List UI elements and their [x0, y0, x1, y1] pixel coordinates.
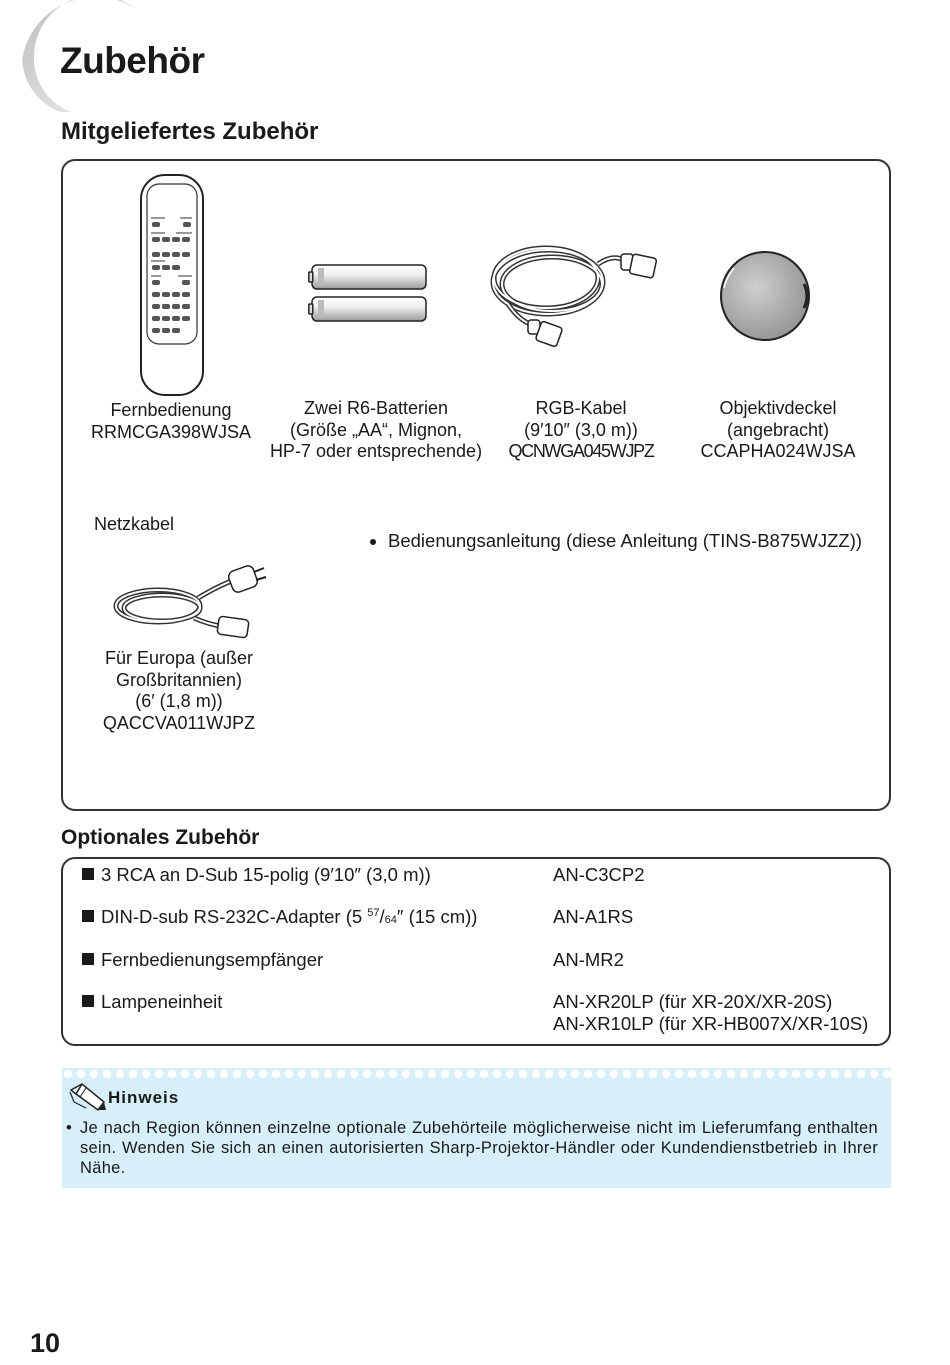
scallop-dot: [584, 1070, 592, 1078]
fraction-separator: /: [379, 906, 385, 927]
lens-cap-name: Objektivdeckel: [719, 398, 837, 418]
scallop-dot: [389, 1070, 397, 1078]
fraction-denominator: 64: [384, 914, 397, 926]
batteries-caption: [260, 398, 492, 463]
optional-item-name: DIN-D-sub RS-232C-Adapter (5: [101, 906, 368, 927]
scallop-dot: [428, 1070, 436, 1078]
scallop-border: [62, 1068, 891, 1082]
square-bullet-icon: [82, 910, 94, 922]
fraction-numerator: 57: [367, 906, 380, 919]
scallop-dot: [402, 1070, 410, 1078]
scallop-dot: [519, 1070, 527, 1078]
scallop-dot: [350, 1070, 358, 1078]
scallop-dot: [805, 1070, 813, 1078]
note-text: [66, 1118, 878, 1178]
optional-item: [82, 864, 431, 886]
scallop-dot: [558, 1070, 566, 1078]
lens-cap-caption: [690, 398, 866, 463]
rgb-cable-length: (9′10″ (3,0 m)): [524, 419, 638, 440]
batteries-name: Zwei R6-Batterien: [303, 398, 449, 418]
scallop-dot: [129, 1070, 137, 1078]
scallop-dot: [675, 1070, 683, 1078]
scallop-dot: [480, 1070, 488, 1078]
scallop-dot: [532, 1070, 540, 1078]
scallop-dot: [636, 1070, 644, 1078]
optional-item-code: AN-A1RS: [553, 906, 634, 927]
lens-cap-code: CCAPHA024WJSA: [700, 441, 856, 461]
manual-text: Bedienungsanleitung (diese Anleitung (TINS-B875WJZZ)): [388, 530, 863, 551]
power-cord-label: Netzkabel: [94, 514, 175, 534]
note-heading: Hinweis: [108, 1088, 180, 1107]
remote-code: RRMCGA398WJSA: [90, 421, 252, 442]
scallop-dot: [857, 1070, 865, 1078]
manual-item: [370, 530, 862, 552]
rgb-cable-name: RGB-Kabel: [535, 398, 627, 418]
optional-item-code: [553, 991, 868, 1034]
scallop-dot: [168, 1070, 176, 1078]
scallop-dot: [545, 1070, 553, 1078]
scallop-dot: [415, 1070, 423, 1078]
bullet-dot: [370, 539, 376, 545]
scallop-dot: [207, 1070, 215, 1078]
scallop-dot: [688, 1070, 696, 1078]
scallop-dot: [493, 1070, 501, 1078]
scallop-dot: [818, 1070, 826, 1078]
power-cord-caption: [94, 648, 264, 734]
scallop-dot: [155, 1070, 163, 1078]
scallop-dot: [454, 1070, 462, 1078]
scallop-dot: [662, 1070, 670, 1078]
scallop-dot: [441, 1070, 449, 1078]
power-cord-region: Für Europa (außer: [104, 648, 254, 668]
power-cord-code: QACCVA011WJPZ: [102, 712, 256, 733]
scallop-dot: [506, 1070, 514, 1078]
scallop-dot: [597, 1070, 605, 1078]
optional-item-name: 3 RCA an D-Sub 15-polig (9′10″ (3,0 m)): [101, 864, 431, 885]
scallop-dot: [103, 1070, 111, 1078]
note-body: Je nach Region können einzelne optionale Zubehörteile möglicherweise nicht im Lieferumfang enthalten sein. Wenden Sie sich an einen autorisierten Sharp-Projektor-Händler oder Kundendienstbetrieb in Ihrer Nähe.: [80, 1119, 878, 1177]
power-cord-region-2: Großbritannien): [115, 669, 243, 690]
optional-item-code-line: AN-XR10LP (für XR-HB007X/XR-10S): [553, 1012, 869, 1034]
optional-item: [82, 949, 323, 971]
page-number: 10: [30, 1328, 61, 1358]
scallop-dot: [714, 1070, 722, 1078]
scallop-dot: [740, 1070, 748, 1078]
scallop-dot: [194, 1070, 202, 1078]
square-bullet-icon: [82, 868, 94, 880]
scallop-dot: [116, 1070, 124, 1078]
scallop-dot: [766, 1070, 774, 1078]
scallop-dot: [272, 1070, 280, 1078]
optional-item-name: Fernbedienungsempfänger: [101, 949, 324, 970]
scallop-dot: [285, 1070, 293, 1078]
scallop-dot: [324, 1070, 332, 1078]
scallop-dot: [337, 1070, 345, 1078]
page-title: Zubehör: [60, 40, 205, 81]
rgb-cable-code: QCNWGA045WJPZ: [508, 441, 654, 461]
scallop-dot: [311, 1070, 319, 1078]
square-bullet-icon: [82, 995, 94, 1007]
scallop-dot: [246, 1070, 254, 1078]
optional-item-name: Lampeneinheit: [101, 991, 223, 1012]
scallop-dot: [220, 1070, 228, 1078]
optional-accessories-heading: Optionales Zubehör: [61, 826, 260, 849]
scallop-dot: [883, 1070, 891, 1078]
rgb-cable-icon: [488, 234, 663, 350]
supplied-accessories-heading: Mitgeliefertes Zubehör: [61, 118, 319, 145]
optional-item-code-line: AN-XR20LP (für XR-20X/XR-20S): [553, 991, 833, 1012]
scallop-dot: [363, 1070, 371, 1078]
scallop-dot: [298, 1070, 306, 1078]
scallop-dot: [467, 1070, 475, 1078]
scallop-dot: [623, 1070, 631, 1078]
scallop-dot: [64, 1070, 72, 1078]
scallop-dot: [792, 1070, 800, 1078]
scallop-dot: [233, 1070, 241, 1078]
optional-item-name-end: ″ (15 cm)): [396, 906, 478, 927]
rgb-cable-caption: [500, 398, 662, 463]
scallop-dot: [571, 1070, 579, 1078]
batteries-type: HP-7 oder entsprechende): [269, 441, 483, 461]
power-cord-length: (6′ (1,8 m)): [135, 691, 223, 711]
remote-caption: [88, 400, 254, 443]
scallop-dot: [610, 1070, 618, 1078]
scallop-dot: [77, 1070, 85, 1078]
battery-icon: [308, 260, 432, 326]
batteries-size: (Größe „AA“, Mignon,: [289, 419, 463, 440]
scallop-dot: [701, 1070, 709, 1078]
optional-item-code: AN-C3CP2: [553, 864, 645, 885]
optional-item: [82, 991, 222, 1013]
scallop-dot: [753, 1070, 761, 1078]
scallop-dot: [181, 1070, 189, 1078]
scallop-dot: [142, 1070, 150, 1078]
note-box: [62, 1068, 891, 1188]
square-bullet-icon: [82, 953, 94, 965]
scallop-dot: [727, 1070, 735, 1078]
power-cord-icon: [108, 562, 268, 642]
note-bullet: •: [66, 1119, 72, 1137]
scallop-dot: [870, 1070, 878, 1078]
scallop-dot: [259, 1070, 267, 1078]
optional-item: [82, 906, 477, 928]
lens-cap-icon: [718, 248, 814, 344]
scallop-dot: [90, 1070, 98, 1078]
scallop-dot: [376, 1070, 384, 1078]
lens-cap-attached: (angebracht): [726, 419, 830, 440]
pencil-icon: [68, 1080, 108, 1112]
scallop-dot: [779, 1070, 787, 1078]
scallop-dot: [649, 1070, 657, 1078]
remote-control-icon: [138, 172, 206, 398]
optional-item-code: AN-MR2: [553, 949, 624, 970]
scallop-dot: [844, 1070, 852, 1078]
remote-name: Fernbedienung: [110, 400, 232, 420]
scallop-dot: [831, 1070, 839, 1078]
